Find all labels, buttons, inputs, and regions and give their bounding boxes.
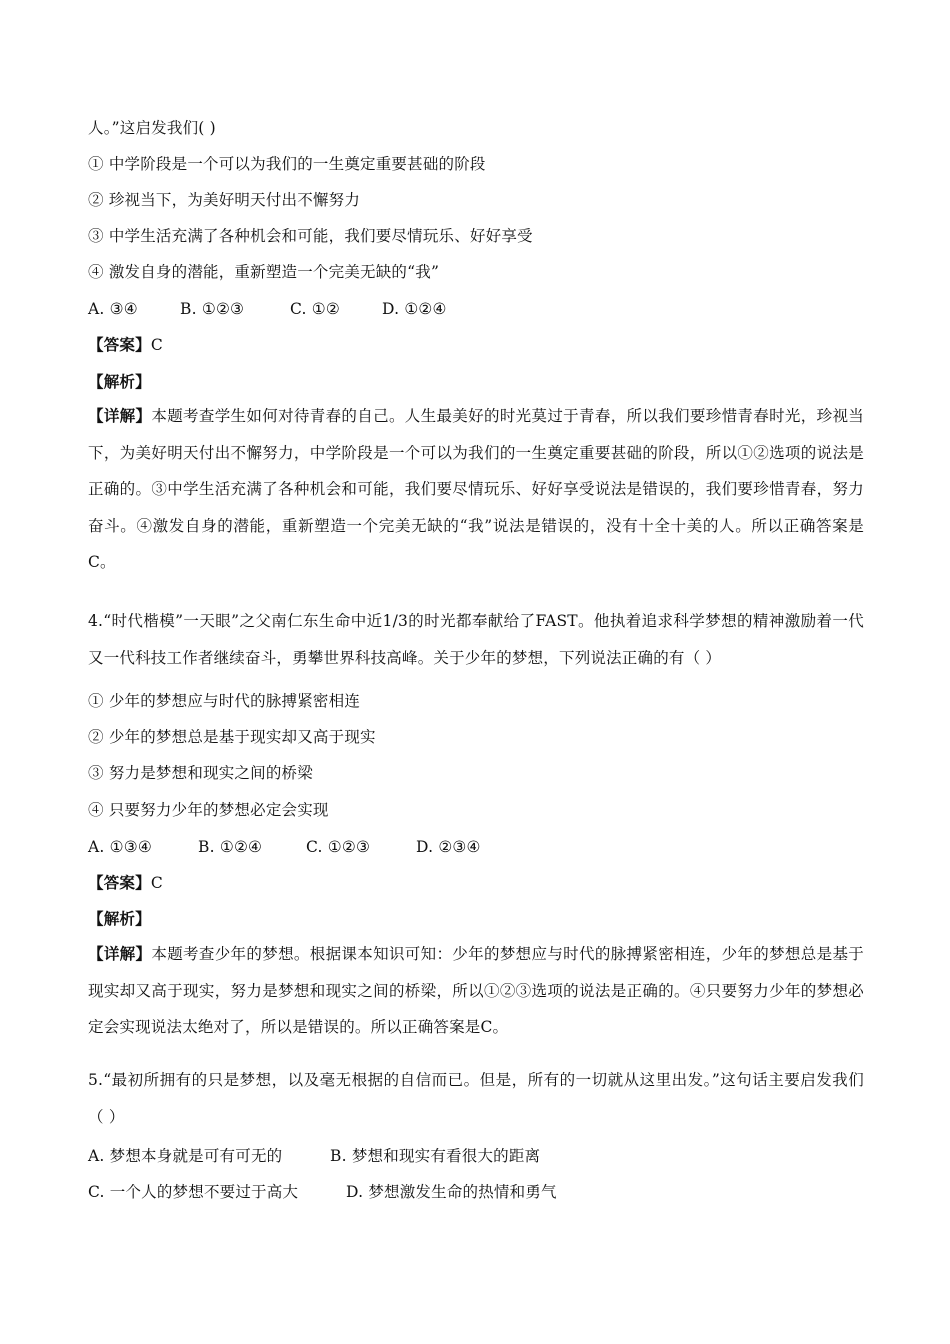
q5-options-row-2 [88, 1182, 557, 1202]
q3-analysis-label: 【解析】 [88, 372, 151, 391]
q3-stem-tail: 人。”这启发我们( ) [88, 119, 216, 137]
q3-options [88, 299, 447, 319]
q4-item-3: ③ 努力是梦想和现实之间的桥梁 [88, 764, 313, 782]
q3-option-a: A. ③④ [88, 300, 138, 318]
q4-option-a: A. ①③④ [88, 838, 152, 856]
detail-label: 【详解】 [88, 406, 152, 425]
q3-option-d: D. ①②④ [382, 300, 447, 318]
q3-item-3: ③ 中学生活充满了各种机会和可能，我们要尽情玩乐、好好享受 [88, 227, 533, 245]
q4-answer [88, 873, 163, 893]
q4-option-d: D. ②③④ [416, 838, 481, 856]
q3-item-2: ② 珍视当下，为美好明天付出不懈努力 [88, 191, 361, 209]
q4-option-c: C. ①②③ [306, 838, 371, 856]
q3-answer [88, 335, 163, 355]
q5-options-row-1 [88, 1146, 540, 1166]
q5-option-c: C. 一个人的梦想不要过于高大 [88, 1183, 299, 1201]
q4-item-1: ① 少年的梦想应与时代的脉搏紧密相连 [88, 692, 361, 710]
q4-item-4: ④ 只要努力少年的梦想必定会实现 [88, 801, 329, 819]
answer-label: 【答案】 [88, 335, 151, 354]
q4-options [88, 837, 481, 857]
q4-item-2: ② 少年的梦想总是基于现实却又高于现实 [88, 728, 376, 746]
answer-value: C [150, 336, 163, 354]
detail-text: 本题考查学生如何对待青春的自己。人生最美好的时光莫过于青春，所以我们要珍惜青春时光，珍视当下，为美好明天付出不懈努力，中学阶段是一个可以为我们的一生奠定重要甚础的阶段，所以①②选项的说法是正确的。③中学生活充满了各种机会和可能，我们要尽情玩乐、好好享受说法是错误的，我们要珍惜青春，努力奋斗。④激发自身的潜能，重新塑造一个完美无缺的“我”说法是错误的，没有十全十美的人。所以正确答案是C。 [88, 407, 864, 572]
q3-item-1: ① 中学阶段是一个可以为我们的一生奠定重要甚础的阶段 [88, 155, 486, 173]
detail-label: 【详解】 [88, 944, 152, 963]
q3-option-c: C. ①② [290, 300, 340, 318]
q4-stem: 4.“时代楷模”一天眼”之父南仁东生命中近1/3的时光都奉献给了FAST。他执着追求科学梦想的精神激励着一代又一代科技工作者继续奋斗，勇攀世界科技高峰。关于少年的梦想，下列说法正确的有（ ） [88, 612, 864, 667]
detail-text: 本题考查少年的梦想。根据课本知识可知：少年的梦想应与时代的脉搏紧密相连，少年的梦想总是基于现实却又高于现实，努力是梦想和现实之间的桥梁，所以①②③选项的说法是正确的。④只要努力少年的梦想必定会实现说法太绝对了，所以是错误的。所以正确答案是C。 [88, 945, 864, 1037]
q5-option-a: A. 梦想本身就是可有可无的 [88, 1147, 283, 1165]
q3-option-b: B. ①②③ [180, 300, 245, 318]
q5-option-b: B. 梦想和现实有看很大的距离 [330, 1147, 541, 1165]
q4-option-b: B. ①②④ [198, 838, 263, 856]
q5-option-d: D. 梦想激发生命的热情和勇气 [346, 1183, 557, 1201]
answer-value: C [150, 874, 163, 892]
q5-stem: 5.“最初所拥有的只是梦想，以及毫无根据的自信而已。但是，所有的一切就从这里出发。”这句话主要启发我们（ ） [88, 1071, 864, 1126]
q4-analysis-label: 【解析】 [88, 909, 151, 928]
q4-detail [88, 936, 864, 1046]
q3-item-4: ④ 激发自身的潜能，重新塑造一个完美无缺的“我” [88, 263, 440, 281]
q3-detail [88, 398, 864, 581]
answer-label: 【答案】 [88, 873, 151, 892]
